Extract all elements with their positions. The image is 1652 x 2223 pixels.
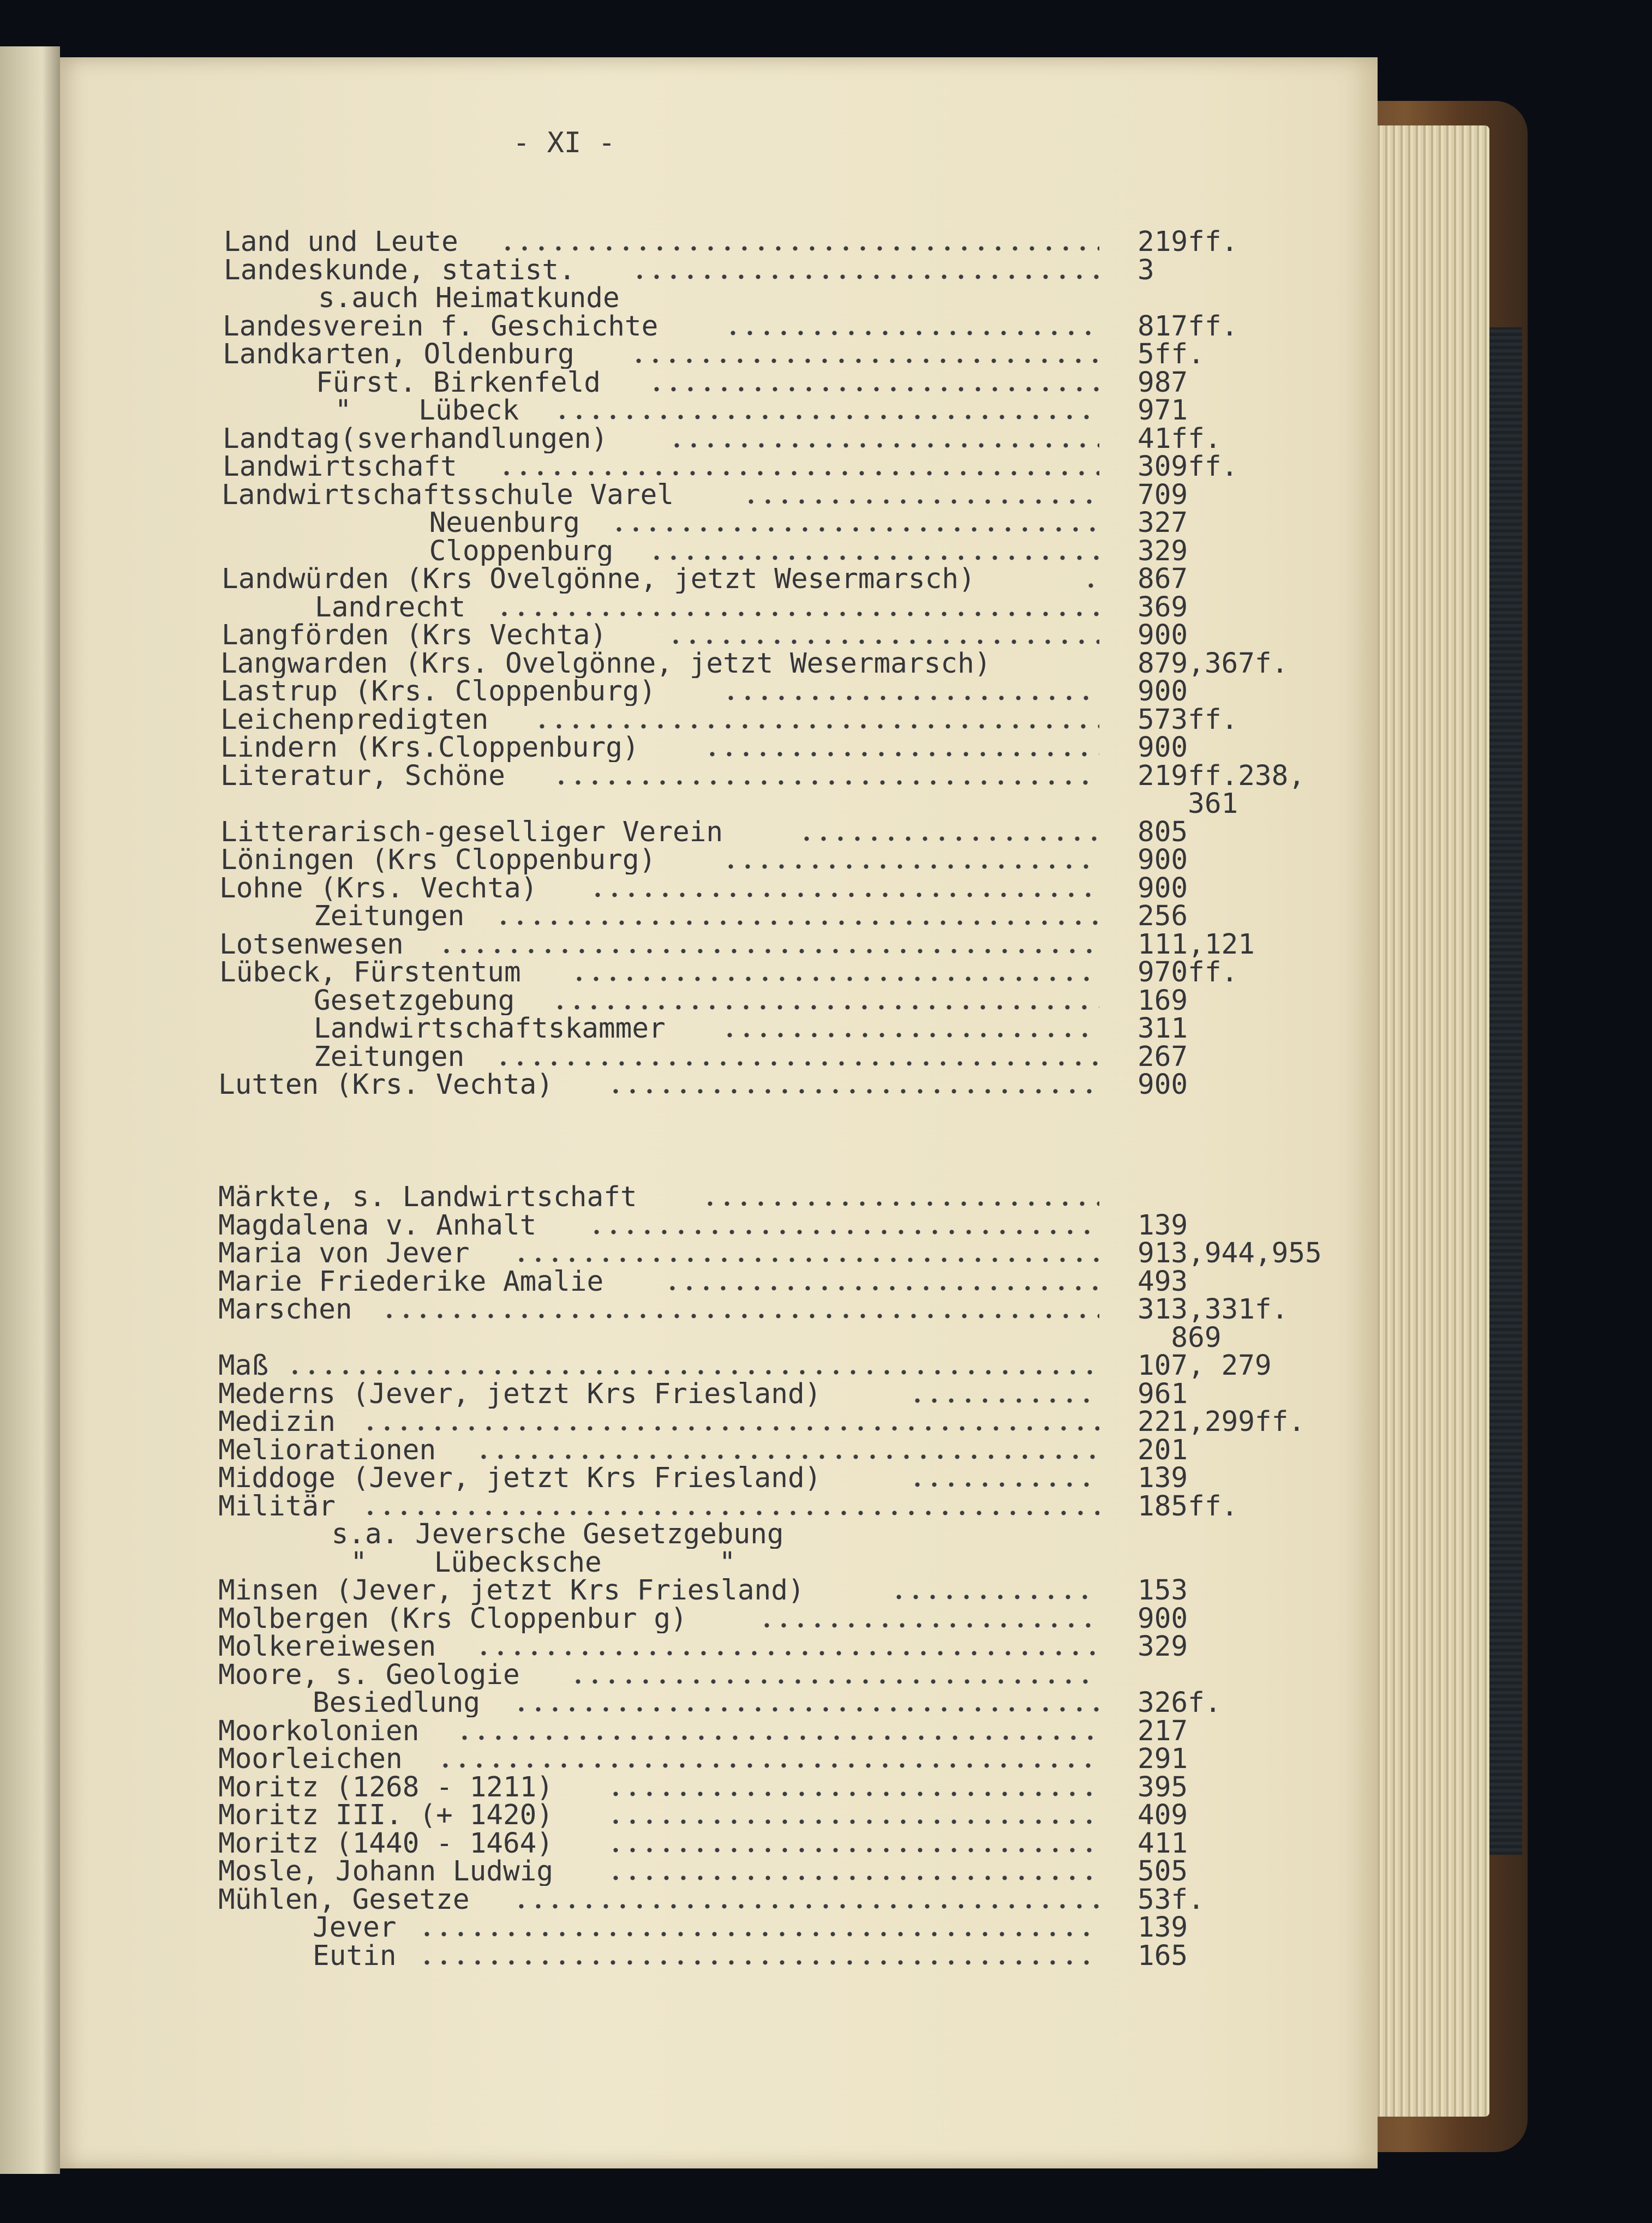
leader-dots <box>437 1745 1099 1773</box>
page-reference: 329 <box>1138 535 1188 567</box>
index-entry <box>0 818 1652 847</box>
page-number: - XI - <box>513 127 615 159</box>
index-entry <box>0 1914 1652 1942</box>
leader-dots <box>381 1296 1099 1324</box>
leader-dots <box>499 228 1099 256</box>
entry-label: Molkereiwesen <box>218 1633 436 1661</box>
index-entry <box>0 284 1652 313</box>
entry-label: Landtag(sverhandlungen) <box>223 424 608 453</box>
leader-dots <box>475 1436 1099 1465</box>
index-entry <box>0 537 1652 566</box>
entry-label: Gesetzgebung <box>314 986 515 1015</box>
page-reference: 326f. <box>1138 1687 1222 1719</box>
leader-dots <box>721 1015 1099 1043</box>
page-reference: 267 <box>1138 1040 1188 1073</box>
index-entry <box>0 340 1652 369</box>
index-entry <box>0 1321 1652 1354</box>
entry-label: Moritz III. (+ 1420) <box>218 1801 554 1830</box>
page-reference: 139 <box>1138 1462 1188 1494</box>
page-reference: 361 <box>1138 788 1238 820</box>
leader-dots <box>909 1380 1099 1409</box>
leader-dots <box>286 1352 1099 1380</box>
entry-label: Moore, s. Geologie <box>218 1661 520 1689</box>
index-entry <box>0 1209 1652 1242</box>
entry-label: Mederns (Jever, jetzt Krs Friesland) <box>218 1380 822 1409</box>
index-entry <box>0 1883 1652 1916</box>
leader-dots <box>495 902 1099 931</box>
page-reference: 867 <box>1138 563 1188 595</box>
entry-label: Cloppenburg <box>429 537 614 566</box>
entry-label: Mosle, Johann Ludwig <box>218 1858 554 1886</box>
page-reference: 709 <box>1138 478 1188 511</box>
page-reference: 327 <box>1138 507 1188 539</box>
page-reference: 111,121 <box>1138 928 1255 961</box>
page-reference: 217 <box>1138 1715 1188 1747</box>
leader-dots <box>498 453 1099 481</box>
entry-label: Moorkolonien <box>218 1717 420 1746</box>
page-reference: 309ff. <box>1138 451 1238 483</box>
index-entry <box>0 1127 1652 1155</box>
page-reference: 53f. <box>1138 1883 1205 1916</box>
leader-dots <box>667 621 1099 650</box>
page-reference: 900 <box>1138 1602 1188 1635</box>
leader-dots <box>722 678 1099 706</box>
leader-dots <box>571 958 1099 987</box>
entry-label: s.a. Jeversche Gesetzgebung <box>331 1520 784 1549</box>
page-reference: 409 <box>1138 1799 1188 1831</box>
leader-dots <box>362 1493 1099 1521</box>
page-reference: 573ff. <box>1138 703 1238 736</box>
entry-label: Fürst. Birkenfeld <box>316 368 601 397</box>
page-reference: 313,331f. <box>1138 1293 1289 1326</box>
index-entry <box>0 1520 1652 1549</box>
index-entry <box>0 1293 1652 1326</box>
leader-dots <box>513 1886 1099 1914</box>
entry-label: Lutten (Krs. Vechta) <box>218 1071 554 1099</box>
index-entry <box>0 1602 1652 1635</box>
leader-dots <box>909 1464 1099 1493</box>
page-reference: 256 <box>1138 900 1188 932</box>
entry-label: Landeskunde, statist. <box>224 256 576 285</box>
index-entry <box>0 1099 1652 1128</box>
page-reference: 900 <box>1138 619 1188 651</box>
leader-dots <box>418 1942 1099 1970</box>
entry-label: " Lübecksche " <box>350 1548 736 1577</box>
entry-label: Landrecht <box>315 593 466 622</box>
leader-dots <box>648 369 1099 397</box>
index-entry <box>0 1155 1652 1184</box>
entry-label: Maria von Jever <box>218 1239 470 1268</box>
index-entry <box>0 1239 1652 1268</box>
page-reference: 369 <box>1138 591 1188 624</box>
page-reference: 879,367f. <box>1138 647 1289 680</box>
leader-dots <box>438 931 1099 959</box>
page-reference: 185ff. <box>1138 1490 1238 1523</box>
index-entry <box>0 366 1652 399</box>
index-entry <box>0 1745 1652 1773</box>
page-reference: 139 <box>1138 1912 1188 1944</box>
leader-dots <box>553 762 1099 790</box>
entry-label: Langförden (Krs Vechta) <box>222 621 607 650</box>
page-reference: 961 <box>1138 1377 1188 1410</box>
index-entry <box>0 1549 1652 1577</box>
index-entry <box>0 1436 1652 1465</box>
leader-dots <box>1082 565 1099 594</box>
entry-label: s.auch Heimatkunde <box>318 284 620 313</box>
leader-dots <box>743 481 1099 510</box>
leader-dots <box>607 1830 1099 1858</box>
index-entry <box>0 1661 1652 1689</box>
index-entry <box>0 874 1652 903</box>
entry-label: Lübeck, Fürstentum <box>219 958 521 987</box>
page-reference: 411 <box>1138 1827 1188 1860</box>
page-reference: 139 <box>1138 1209 1188 1242</box>
page-reference: 153 <box>1138 1574 1188 1607</box>
index-entry <box>0 422 1652 455</box>
entry-label: Magdalena v. Anhalt <box>218 1211 537 1240</box>
entry-label: Landwürden (Krs Ovelgönne, jetzt Wesermarsch) <box>222 565 975 594</box>
index-entry <box>0 1352 1652 1380</box>
entry-label: Lotsenwesen <box>219 930 404 959</box>
page-reference: 493 <box>1138 1265 1188 1298</box>
entry-label: Medizin <box>218 1408 336 1436</box>
entry-label: Landesverein f. Geschichte <box>223 312 659 341</box>
index-entry <box>0 759 1652 792</box>
entry-label: Meliorationen <box>218 1436 436 1465</box>
entry-label: " Lübeck <box>334 397 519 425</box>
entry-label: Marie Friederike Amalie <box>218 1267 604 1296</box>
leader-dots <box>534 706 1099 734</box>
page-reference: 201 <box>1138 1434 1188 1466</box>
page-reference: 805 <box>1138 816 1188 848</box>
entry-label: Minsen (Jever, jetzt Krs Friesland) <box>218 1577 805 1605</box>
page-reference: 971 <box>1138 394 1188 427</box>
entry-label: Land und Leute <box>224 228 458 256</box>
index-entry <box>0 1012 1652 1045</box>
leader-dots <box>456 1717 1099 1746</box>
index-entry <box>0 1689 1652 1717</box>
page-reference: 5ff. <box>1138 338 1205 370</box>
index-entry <box>0 647 1652 680</box>
leader-dots <box>798 818 1099 847</box>
leader-dots <box>495 1043 1099 1071</box>
page-reference: 970ff. <box>1138 956 1238 988</box>
index-entry <box>0 478 1652 511</box>
page-reference: 900 <box>1138 844 1188 876</box>
leader-dots <box>607 1071 1099 1099</box>
leader-dots <box>513 1689 1099 1717</box>
entry-label: Jever <box>313 1914 397 1942</box>
entry-label: Leichenpredigten <box>220 705 489 734</box>
leader-dots <box>589 874 1099 903</box>
entry-label: Neuenburg <box>429 509 580 537</box>
leader-dots <box>513 1239 1099 1268</box>
page-reference: 900 <box>1138 675 1188 708</box>
index-entry <box>0 256 1652 285</box>
page-reference: 169 <box>1138 984 1188 1017</box>
leader-dots <box>607 1858 1099 1886</box>
entry-label: Middoge (Jever, jetzt Krs Friesland) <box>218 1464 822 1493</box>
leader-dots <box>722 846 1099 874</box>
index-entry <box>0 1939 1652 1972</box>
index-entry <box>0 1717 1652 1746</box>
index-entry <box>0 1827 1652 1860</box>
entry-label: Moorleichen <box>218 1745 403 1773</box>
entry-label: Mühlen, Gesetze <box>218 1885 470 1914</box>
leader-dots <box>648 537 1099 566</box>
leader-dots <box>890 1577 1099 1605</box>
page-reference: 219ff. <box>1138 226 1238 258</box>
leader-dots <box>570 1661 1099 1689</box>
entry-label: Landkarten, Oldenburg <box>223 340 574 369</box>
leader-dots <box>758 1605 1099 1633</box>
leader-dots <box>664 1268 1099 1296</box>
page-reference: 817ff. <box>1138 310 1238 343</box>
index-entry <box>0 565 1652 594</box>
entry-label: Landwirtschaftskammer <box>314 1015 666 1043</box>
entry-label: Marschen <box>218 1296 352 1324</box>
index-entry <box>0 1464 1652 1493</box>
index-entry <box>0 453 1652 481</box>
page-reference: 221,299ff. <box>1138 1406 1306 1438</box>
leader-dots <box>668 425 1099 453</box>
index-entry <box>0 1773 1652 1802</box>
leader-dots <box>725 313 1099 341</box>
index-entry <box>0 509 1652 537</box>
index-entry <box>0 928 1652 961</box>
leader-dots <box>475 1633 1099 1661</box>
index-entry <box>0 310 1652 343</box>
leader-dots <box>362 1408 1099 1436</box>
leader-dots <box>704 734 1099 762</box>
entry-label: Löningen (Krs Cloppenburg) <box>220 846 656 874</box>
page-reference: 395 <box>1138 1771 1188 1803</box>
entry-label: Maß <box>218 1352 269 1380</box>
leader-dots <box>552 987 1099 1015</box>
page-reference: 900 <box>1138 1069 1188 1101</box>
page-reference: 900 <box>1138 872 1188 904</box>
index-entry <box>0 703 1652 736</box>
index-entry <box>0 984 1652 1017</box>
page-reference: 165 <box>1138 1939 1188 1972</box>
leader-dots <box>554 397 1099 425</box>
page-reference: 505 <box>1138 1855 1188 1888</box>
entry-label: Moritz (1440 - 1464) <box>218 1829 554 1858</box>
entry-label: Zeitungen <box>314 902 465 931</box>
index-entry <box>0 902 1652 931</box>
index-entry <box>0 1408 1652 1436</box>
index-entry <box>0 1574 1652 1607</box>
leader-dots <box>588 1212 1099 1240</box>
entry-label: Landwirtschaftsschule Varel <box>222 481 674 510</box>
index-entry <box>0 228 1652 256</box>
page-reference: 311 <box>1138 1012 1188 1045</box>
page-reference: 291 <box>1138 1743 1188 1775</box>
leader-dots <box>610 509 1099 537</box>
index-entry <box>0 1183 1652 1212</box>
index-entry <box>0 394 1652 427</box>
index-entry <box>0 621 1652 650</box>
index-entry <box>0 846 1652 874</box>
leader-dots <box>418 1914 1099 1942</box>
entry-label: Besiedlung <box>313 1689 481 1717</box>
index-entry <box>0 790 1652 818</box>
leader-dots <box>496 594 1099 622</box>
index-entry <box>0 1071 1652 1099</box>
page-reference: 913,944,955 <box>1138 1237 1322 1269</box>
page-reference: 219ff.238, <box>1138 759 1306 792</box>
leader-dots <box>607 1773 1099 1802</box>
entry-label: Eutin <box>313 1942 397 1970</box>
leader-dots <box>702 1183 1099 1212</box>
page-reference: 987 <box>1138 366 1188 399</box>
index-entry <box>0 675 1652 708</box>
index-entry <box>0 1265 1652 1298</box>
entry-label: Langwarden (Krs. Ovelgönne, jetzt Wesermarsch) <box>220 649 991 678</box>
page-reference: 329 <box>1138 1631 1188 1663</box>
entry-label: Landwirtschaft <box>223 453 457 481</box>
index-entry <box>0 1490 1652 1523</box>
leader-dots <box>630 340 1099 369</box>
entry-label: Moritz (1268 - 1211) <box>218 1773 554 1802</box>
entry-label: Märkte, s. Landwirtschaft <box>218 1183 637 1212</box>
index-entry <box>0 1801 1652 1830</box>
page-reference: 107, 279 <box>1138 1350 1272 1382</box>
index-entry <box>0 1040 1652 1073</box>
leader-dots <box>607 1801 1099 1830</box>
page-reference: 41ff. <box>1138 422 1222 455</box>
index-entry <box>0 1377 1652 1410</box>
index-entry <box>0 1633 1652 1661</box>
page-reference: 3 <box>1138 254 1154 286</box>
leader-dots <box>631 256 1099 285</box>
index-entry <box>0 1855 1652 1888</box>
page-reference: 900 <box>1138 732 1188 764</box>
index-entry <box>0 591 1652 624</box>
entry-label: Zeitungen <box>314 1042 465 1071</box>
entry-label: Lastrup (Krs. Cloppenburg) <box>220 678 656 706</box>
index-entry <box>0 958 1652 987</box>
entry-label: Molbergen (Krs Cloppenbur g) <box>218 1604 687 1633</box>
entry-label: Militär <box>218 1492 336 1521</box>
entry-label: Literatur, Schöne <box>220 762 505 790</box>
entry-label: Lohne (Krs. Vechta) <box>219 874 538 903</box>
page-reference: 869 <box>1138 1321 1222 1354</box>
entry-label: Litterarisch-geselliger Verein <box>220 818 723 847</box>
index-entry <box>0 734 1652 762</box>
entry-label: Lindern (Krs.Cloppenburg) <box>220 734 639 762</box>
